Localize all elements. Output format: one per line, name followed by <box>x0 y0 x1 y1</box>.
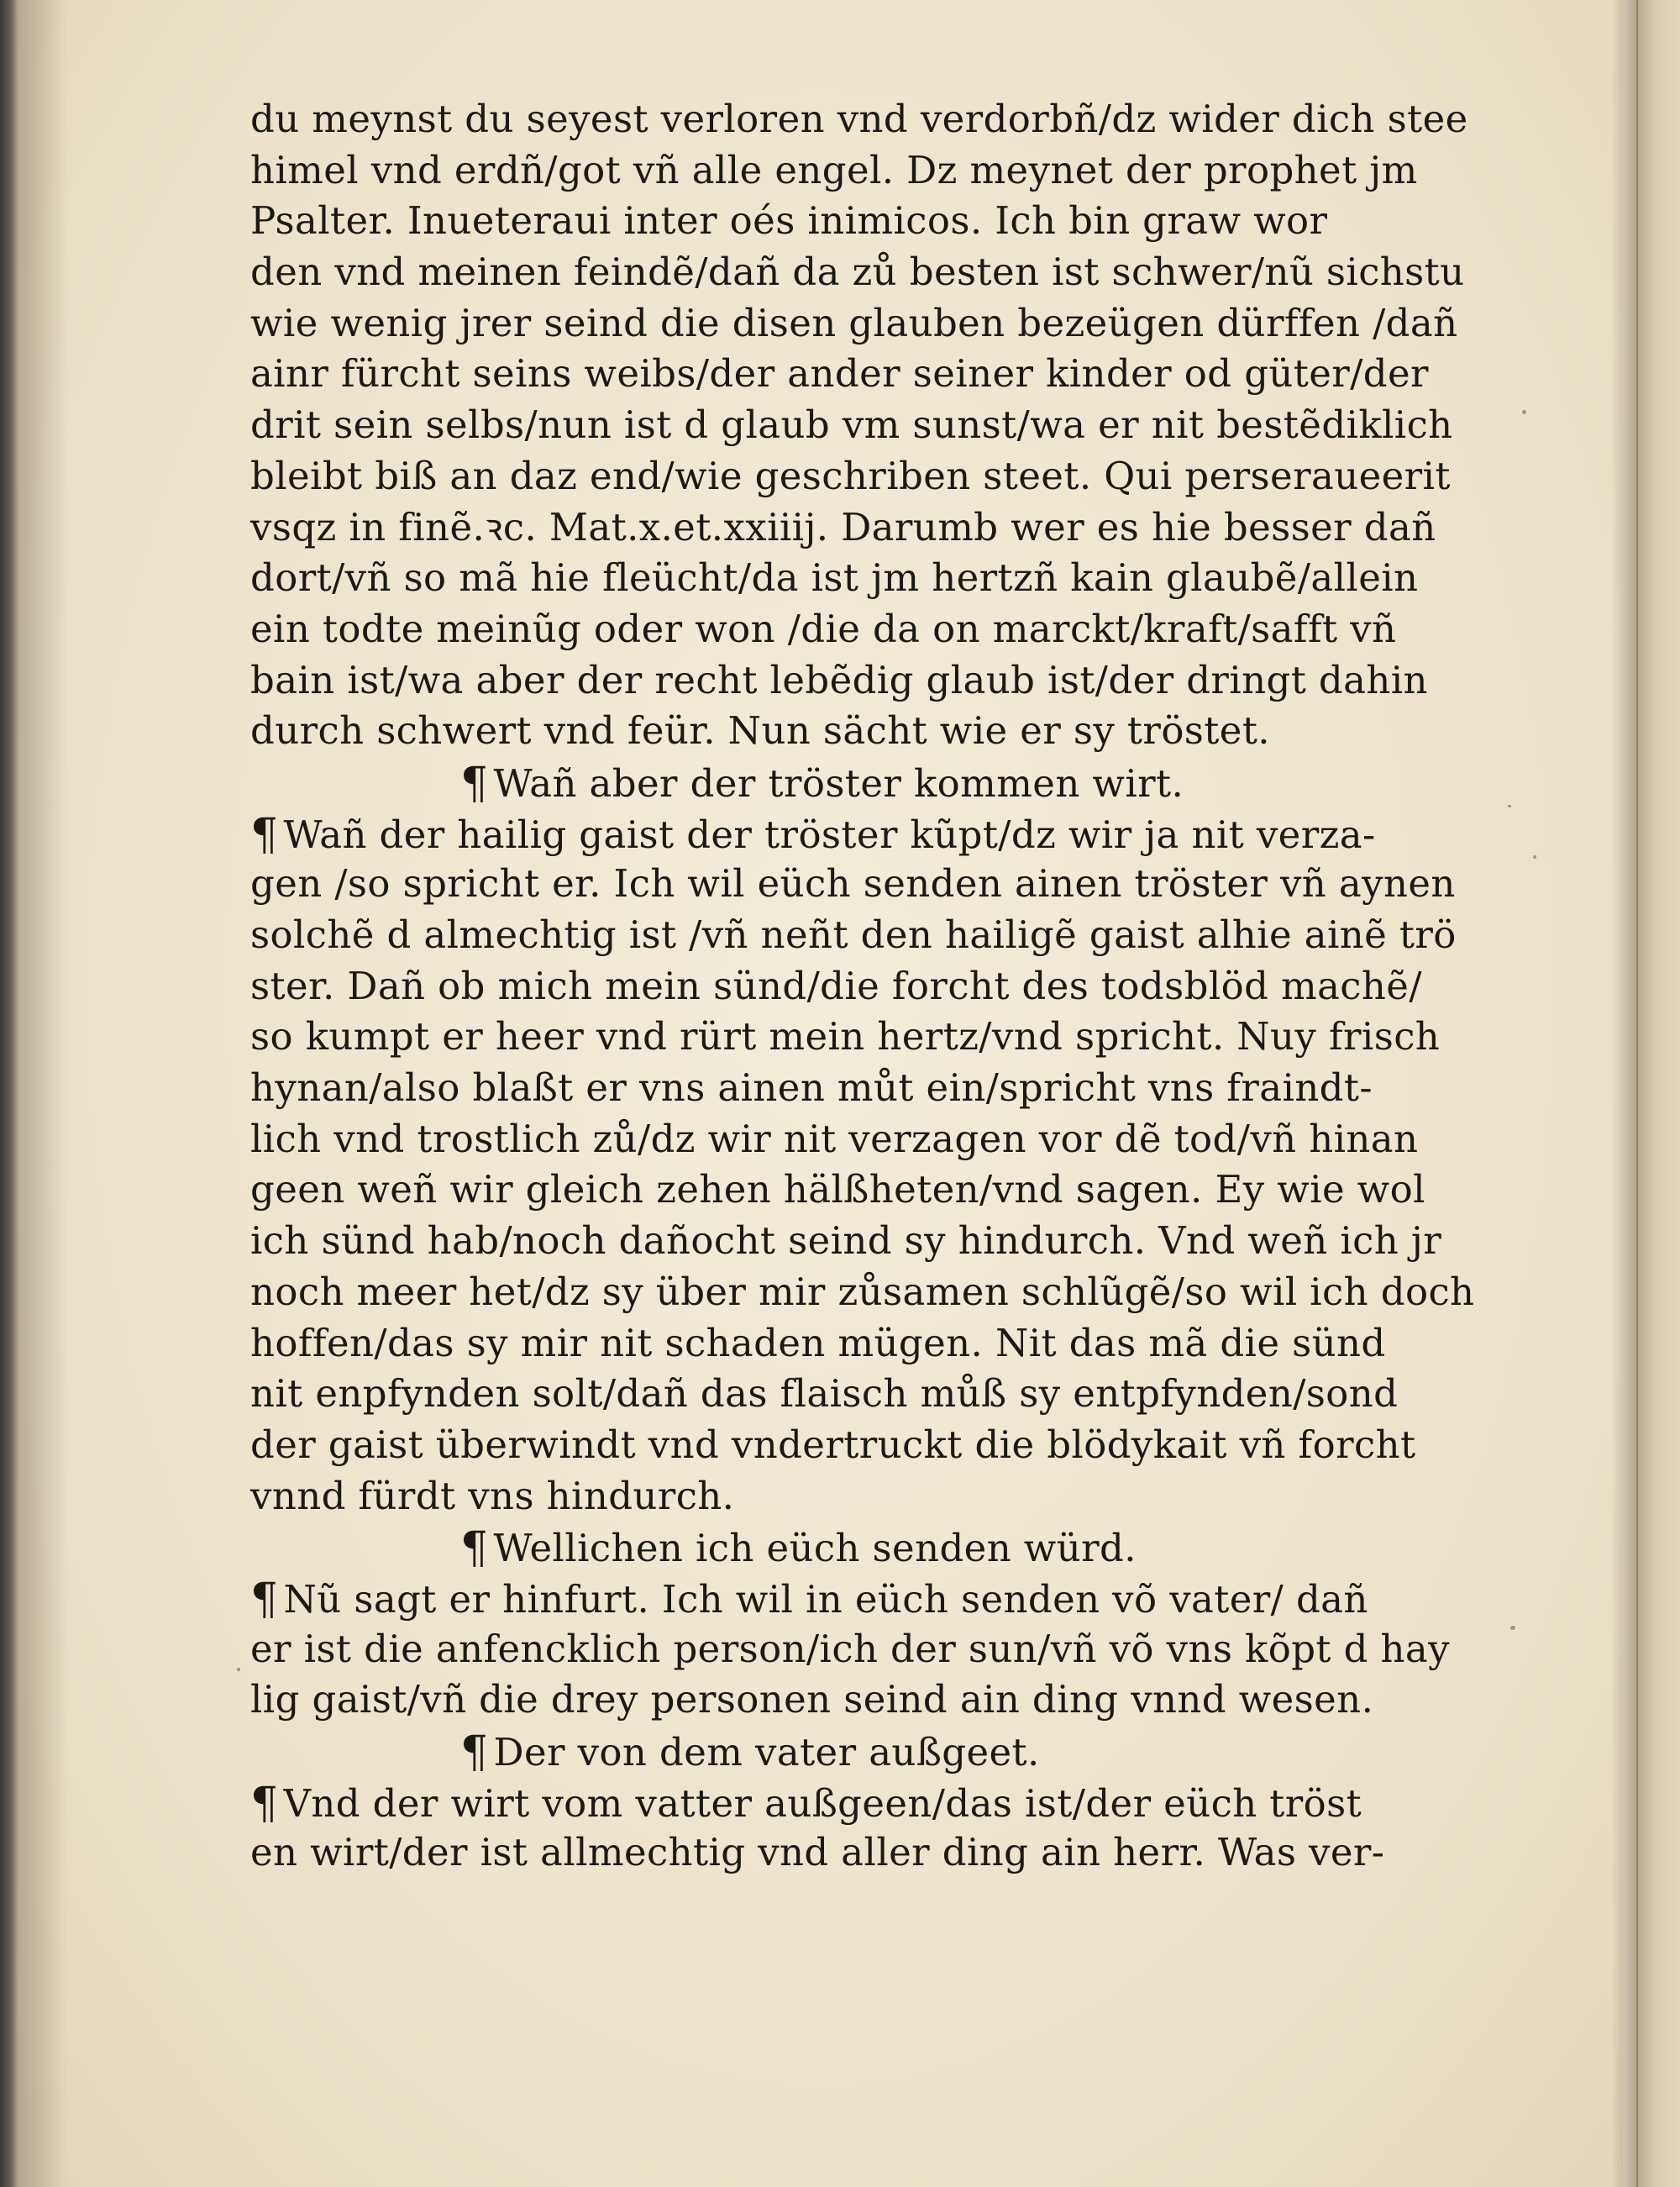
text-line <box>250 655 1536 707</box>
text-line <box>250 1624 1536 1675</box>
text-line <box>250 1114 1536 1165</box>
text-line <box>250 1827 1536 1879</box>
line-text: du meynst du seyest verloren vnd verdorbñ/dz wider dich stee <box>250 97 1468 141</box>
line-text: durch schwert vnd feür. Nun sächt wie er sy tröstet. <box>250 708 1271 754</box>
pilcrow-mark: ¶ <box>250 809 279 860</box>
text-line <box>250 961 1536 1012</box>
text-line <box>250 1420 1536 1471</box>
text-line <box>250 451 1536 502</box>
pilcrow-mark: ¶ <box>250 1778 279 1829</box>
binding-edge <box>0 0 18 2187</box>
adjacent-leaf-edge <box>1636 0 1680 2187</box>
line-text: hynan/also blaßt er vns ainen můt ein/spricht vns fraindt- <box>250 1065 1373 1111</box>
text-line <box>250 1369 1536 1420</box>
line-text: ster. Dañ ob mich mein sünd/die forcht des todsblöd machẽ/ <box>250 963 1422 1008</box>
line-text: der gaist überwindt vnd vndertruckt die blödykait vñ forcht <box>250 1422 1416 1467</box>
line-text: en wirt/der ist allmechtig vnd aller ding ain herr. Was ver- <box>250 1830 1385 1875</box>
text-line <box>250 400 1536 451</box>
page-edge-shadow <box>1611 0 1636 2187</box>
text-line <box>250 1471 1536 1522</box>
text-line <box>250 349 1536 400</box>
line-text: bleibt biß an daz end/wie geschriben steet. Qui perseraueerit <box>250 453 1451 498</box>
section-heading-line <box>250 757 1536 808</box>
line-text: nit enpfynden solt/dañ das flaisch můß sy entpfynden/sond <box>250 1371 1399 1417</box>
gutter-shadow <box>18 0 69 2187</box>
text-line <box>250 706 1536 757</box>
line-text: Wañ aber der tröster kommen wirt. <box>493 760 1184 806</box>
text-line <box>250 910 1536 961</box>
line-text: lig gaist/vñ die drey personen seind ain ding vnnd wesen. <box>250 1677 1374 1722</box>
text-line <box>250 1267 1536 1318</box>
text-line <box>250 1318 1536 1370</box>
line-text: Der von dem vater außgeet. <box>493 1730 1040 1774</box>
line-text: bain ist/wa aber der recht lebẽdig glaub ist/der dringt dahin <box>250 657 1428 702</box>
line-text: ich sünd hab/noch dañocht seind sy hindurch. Vnd weñ ich jr <box>250 1218 1442 1264</box>
text-line <box>250 1216 1536 1267</box>
line-text: Vnd der wirt vom vatter außgeen/das ist/der eüch tröst <box>283 1780 1362 1826</box>
text-line <box>250 604 1536 655</box>
line-text: hoffen/das sy mir nit schaden mügen. Nit das mã die sünd <box>250 1320 1386 1365</box>
line-text: vnnd fürdt vns hindurch. <box>250 1473 735 1518</box>
line-text: solchẽ d almechtig ist /vñ neñt den hailigẽ gaist alhie ainẽ trö <box>250 912 1457 957</box>
line-text: ainr fürcht seins weibs/der ander seiner kinder od güter/der <box>250 351 1429 397</box>
pilcrow-mark: ¶ <box>460 1727 489 1778</box>
line-text: Psalter. Inueteraui inter oés inimicos. Ich bin graw wor <box>250 198 1328 244</box>
line-text: noch meer het/dz sy über mir zůsamen schlũgẽ/so wil ich doch <box>250 1269 1475 1314</box>
line-text: Nũ sagt er hinfurt. Ich wil in eüch senden võ vater/ dañ <box>283 1576 1368 1622</box>
text-block <box>250 94 1536 1879</box>
line-text: den vnd meinen feindẽ/dañ da zů besten ist schwer/nũ sichstu <box>250 250 1465 295</box>
pilcrow-mark: ¶ <box>460 1523 489 1575</box>
text-line <box>250 298 1536 350</box>
text-line <box>250 1573 1536 1624</box>
pilcrow-mark: ¶ <box>250 1574 279 1625</box>
line-text: drit sein selbs/nun ist d glaub vm sunst/wa er nit bestẽdiklich <box>250 402 1453 448</box>
text-line <box>250 808 1536 860</box>
line-text: gen /so spricht er. Ich wil eüch senden ainen tröster vñ aynen <box>250 861 1456 907</box>
text-line <box>250 502 1536 554</box>
text-line <box>250 1012 1536 1063</box>
line-text: ein todte meinũg oder won /die da on marckt/kraft/safft vñ <box>250 606 1397 651</box>
paper-speck <box>237 1668 240 1671</box>
text-line <box>250 94 1536 145</box>
text-line <box>250 1674 1536 1726</box>
text-line <box>250 196 1536 247</box>
line-text: geen weñ wir gleich zehen hälßheten/vnd sagen. Ey wie wol <box>250 1167 1425 1212</box>
pilcrow-mark: ¶ <box>460 758 489 809</box>
text-line <box>250 145 1536 197</box>
section-heading-line <box>250 1726 1536 1777</box>
line-text: Wañ der hailig gaist der tröster kũpt/dz wir ja nit verza- <box>283 812 1376 857</box>
line-text: vsqz in finẽ.ꝛc. Mat.x.et.xxiiij. Darumb wer es hie besser dañ <box>250 504 1436 549</box>
line-text: so kumpt er heer vnd rürt mein hertz/vnd spricht. Nuy frisch <box>250 1014 1441 1059</box>
section-heading-line <box>250 1522 1536 1573</box>
line-text: lich vnd trostlich zů/dz wir nit verzagen vor dẽ tod/vñ hinan <box>250 1116 1419 1161</box>
line-text: er ist die anfencklich person/ich der sun/vñ võ vns kõpt d hay <box>250 1626 1450 1671</box>
text-line <box>250 247 1536 298</box>
text-line <box>250 859 1536 910</box>
text-line <box>250 1777 1536 1828</box>
line-text: Wellichen ich eüch senden würd. <box>493 1526 1137 1571</box>
text-line <box>250 1164 1536 1216</box>
line-text: wie wenig jrer seind die disen glauben bezeügen dürffen /dañ <box>250 300 1458 345</box>
line-text: dort/vñ so mã hie fleücht/da ist jm hertzñ kain glaubẽ/allein <box>250 555 1419 601</box>
text-line <box>250 553 1536 604</box>
line-text: himel vnd erdñ/got vñ alle engel. Dz meynet der prophet jm <box>250 147 1418 192</box>
text-line <box>250 1063 1536 1114</box>
